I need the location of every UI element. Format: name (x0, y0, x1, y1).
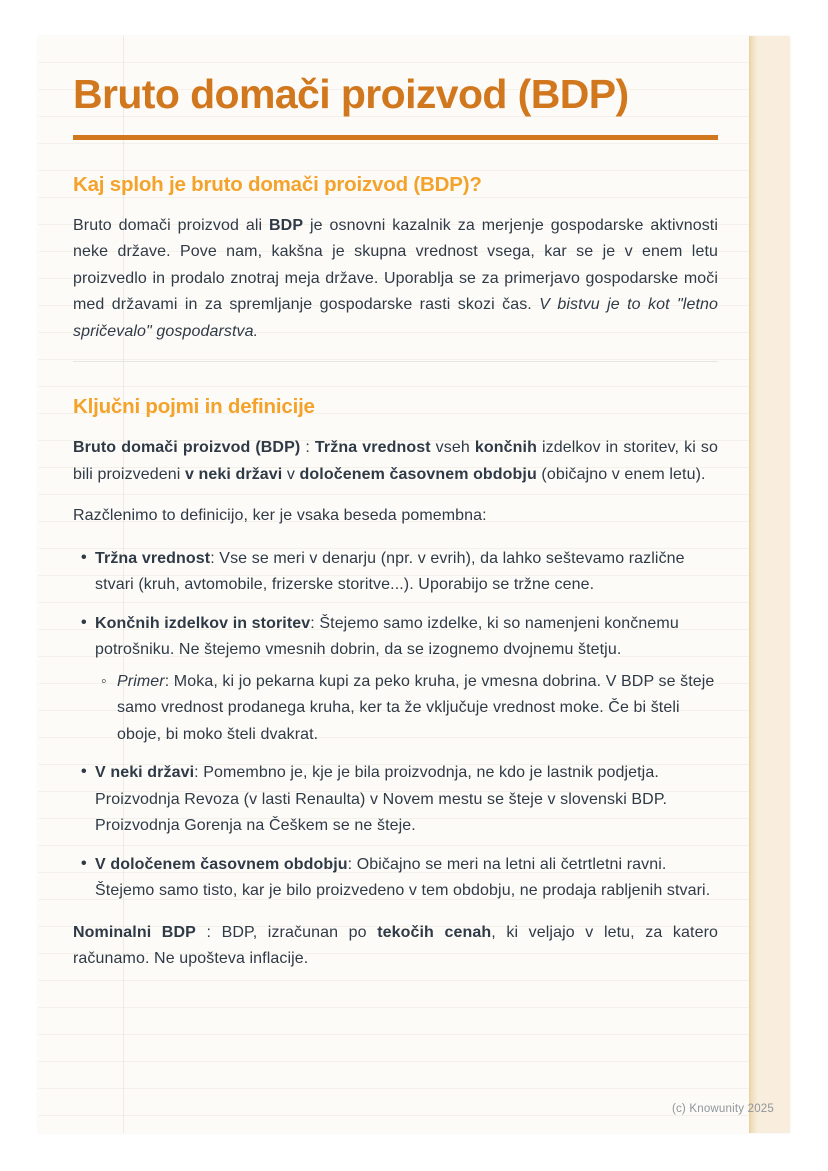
sub-list-item-example (117, 669, 718, 749)
term-gdp: Bruto domači proizvod (BDP) (73, 439, 301, 457)
text-run: : (300, 439, 315, 457)
term-final: končnih (474, 439, 537, 457)
definition-paragraph (73, 435, 718, 488)
bullet-term: V določenem časovnem obdobju (95, 855, 348, 873)
list-item-final-goods (95, 611, 718, 749)
text-run: Bruto domači proizvod ali (73, 216, 270, 234)
text-run: v (282, 465, 300, 483)
text-run-italic: V bistvu je to kot "letno spričevalo" gospodarstva. (73, 296, 718, 340)
bullet-text: : Štejemo samo izdelke, ki so namenjeni končnemu potrošniku. Ne štejemo vmesnih dobrin, da se izognemo dvojnemu štetju. (95, 614, 679, 659)
nominal-gdp-paragraph (73, 920, 718, 973)
bullet-text: : Vse se meri v denarju (npr. v evrih), da lahko seštevamo različne stvari (kruh, avtomobile, frizerske storitve...). Uporabijo se tržne cene. (95, 549, 685, 594)
document-content (38, 36, 790, 973)
definition-bullet-list (73, 546, 718, 905)
text-run-bold: BDP (269, 216, 304, 234)
bullet-term: V neki državi (95, 764, 195, 782)
text-run: izdelkov in storitev, ki so bili proizvedeni (73, 439, 718, 483)
text-run: je osnovni kazalnik za merjenje gospodarske aktivnosti neke države. Pove nam, kakšna je skupna vrednost vsega, kar se je v enem letu proizvedlo in prodalo znotraj meja države. Uporablja se za primerjavo gospodarske moči med državami in za spremljanje gospodarske rasti skozi čas. (73, 216, 719, 314)
bullet-text: : Običajno se meri na letni ali četrtletni ravni. Štejemo samo tisto, kar je bilo proizvedeno v tem obdobju, ne prodaja rabljenih stvari. (95, 855, 711, 900)
bullet-text: : Pomembno je, kje je bila proizvodnja, ne kdo je lastnik podjetja. Proizvodnja Revoza (v lasti Renaulta) v Novem mestu se šteje v slovenski BDP. Proizvodnja Gorenja na Češkem se ne šteje. (95, 764, 668, 835)
term-nominal-gdp: Nominalni BDP (73, 923, 196, 941)
copyright-footer: (c) Knowunity 2025 (671, 1103, 774, 1115)
text-run: vseh (430, 439, 475, 457)
text-run: , ki veljajo v letu, za katero računamo. Ne upošteva inflacije. (73, 923, 718, 968)
list-item-time-period (95, 852, 718, 905)
page-title: Bruto domači proizvod (BDP) (73, 71, 629, 117)
breakdown-intro: Razčlenimo to definicijo, ker je vsaka beseda pomembna: (73, 507, 487, 525)
section-heading-what-is-gdp: Kaj sploh je bruto domači proizvod (BDP)? (73, 172, 482, 196)
term-market-value: Tržna vrednost (314, 439, 431, 457)
intro-paragraph (73, 213, 718, 346)
bullet-term: Tržna vrednost (95, 549, 211, 567)
bullet-text: : Moka, ki jo pekarna kupi za peko kruha, je vmesna dobrina. V BDP se šteje samo vrednost prodanega kruha, ker ta že vključuje vrednost moke. Če bi šteli oboje, bi moko šteli dvakrat. (117, 672, 715, 743)
example-label: Primer (117, 672, 165, 690)
example-sub-list (95, 669, 718, 749)
term-time-period: določenem časovnem obdobju (299, 465, 537, 483)
title-underline (73, 135, 718, 140)
term-in-country: v neki državi (184, 465, 283, 483)
page-edge-stripe (749, 36, 790, 1133)
term-current-prices: tekočih cenah (377, 923, 492, 941)
text-run: (običajno v enem letu). (536, 465, 706, 483)
bullet-term: Končnih izdelkov in storitev (95, 614, 311, 632)
section-heading-key-terms: Ključni pojmi in definicije (73, 395, 315, 419)
section-divider (73, 361, 718, 362)
text-run: : BDP, izračunan po (195, 923, 378, 941)
document-page (38, 36, 790, 1133)
list-item-in-country (95, 760, 718, 840)
list-item-market-value (95, 546, 718, 599)
